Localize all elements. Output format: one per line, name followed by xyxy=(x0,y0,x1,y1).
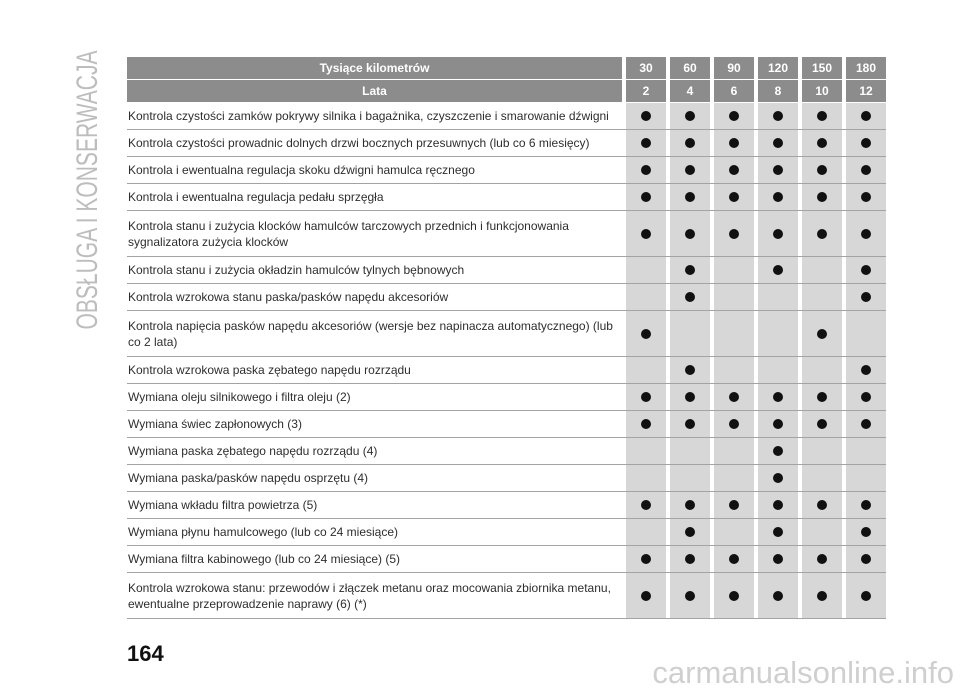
filled-circle-bullet-icon xyxy=(685,111,695,121)
schedule-cell xyxy=(802,157,842,183)
schedule-cell xyxy=(714,492,754,518)
table-row xyxy=(127,465,886,492)
row-label-line: Kontrola stanu i zużycia okładzin hamulców tylnych bębnowych xyxy=(128,263,465,277)
filled-circle-bullet-icon xyxy=(641,111,651,121)
maintenance-schedule-table xyxy=(127,57,886,619)
row-label xyxy=(127,411,622,437)
schedule-cell xyxy=(670,311,710,356)
watermark-text: carmanualsonline.info xyxy=(652,655,954,690)
header-km-value: 150 xyxy=(802,57,842,79)
schedule-cell xyxy=(846,357,886,383)
row-label-line: Kontrola czystości zamków pokrywy silnika i bagażnika, czyszczenie i smarowanie dźwigni xyxy=(128,109,609,123)
schedule-cell xyxy=(714,184,754,210)
schedule-cell xyxy=(846,211,886,256)
table-row xyxy=(127,411,886,438)
row-label xyxy=(127,184,622,210)
schedule-cell xyxy=(802,384,842,410)
schedule-cell xyxy=(758,384,798,410)
filled-circle-bullet-icon xyxy=(773,192,783,202)
filled-circle-bullet-icon xyxy=(817,554,827,564)
row-label-line: Kontrola wzrokowa paska zębatego napędu rozrządu xyxy=(128,363,411,377)
row-label-line: Wymiana płynu hamulcowego (lub co 24 miesiące) xyxy=(128,525,399,539)
table-row xyxy=(127,311,886,357)
row-label-line: ewentualne przeprowadzenie naprawy (6) (*) xyxy=(128,596,367,611)
schedule-cell xyxy=(626,438,666,464)
schedule-cell xyxy=(758,573,798,618)
table-row xyxy=(127,130,886,157)
schedule-cell xyxy=(714,257,754,283)
filled-circle-bullet-icon xyxy=(773,111,783,121)
schedule-cell xyxy=(670,157,710,183)
schedule-cell xyxy=(626,384,666,410)
table-row xyxy=(127,184,886,211)
filled-circle-bullet-icon xyxy=(641,500,651,510)
table-row xyxy=(127,492,886,519)
filled-circle-bullet-icon xyxy=(641,392,651,402)
row-label-line: Kontrola i ewentualna regulacja pedału sprzęgła xyxy=(128,190,384,204)
schedule-cell xyxy=(758,411,798,437)
table-row xyxy=(127,211,886,257)
row-label-line: Wymiana świec zapłonowych (3) xyxy=(128,417,302,431)
filled-circle-bullet-icon xyxy=(861,392,871,402)
row-label-line: Kontrola czystości prowadnic dolnych drzwi bocznych przesuwnych (lub co 6 miesięcy) xyxy=(128,136,590,150)
schedule-cell xyxy=(802,357,842,383)
schedule-cell xyxy=(714,411,754,437)
schedule-cell xyxy=(758,103,798,129)
page-number: 164 xyxy=(127,641,164,666)
header-years-value: 10 xyxy=(802,80,842,102)
schedule-cell xyxy=(846,573,886,618)
row-label-line: Kontrola wzrokowa stanu: przewodów i złączek metanu oraz mocowania zbiornika metanu, xyxy=(128,580,611,595)
schedule-cell xyxy=(714,546,754,572)
filled-circle-bullet-icon xyxy=(641,192,651,202)
schedule-cell xyxy=(626,130,666,156)
filled-circle-bullet-icon xyxy=(729,591,739,601)
schedule-cell xyxy=(758,311,798,356)
filled-circle-bullet-icon xyxy=(773,554,783,564)
filled-circle-bullet-icon xyxy=(773,392,783,402)
schedule-cell xyxy=(802,211,842,256)
schedule-cell xyxy=(670,184,710,210)
filled-circle-bullet-icon xyxy=(861,500,871,510)
row-label xyxy=(127,573,622,618)
filled-circle-bullet-icon xyxy=(685,500,695,510)
schedule-cell xyxy=(758,519,798,545)
schedule-cell xyxy=(758,211,798,256)
schedule-cell xyxy=(846,157,886,183)
schedule-cell xyxy=(670,211,710,256)
schedule-cell xyxy=(846,492,886,518)
header-years-value: 6 xyxy=(714,80,754,102)
schedule-cell xyxy=(626,284,666,310)
table-row xyxy=(127,573,886,619)
header-km-value: 120 xyxy=(758,57,798,79)
row-label-line: Kontrola wzrokowa stanu paska/pasków napędu akcesoriów xyxy=(128,290,449,304)
row-label-line: sygnalizatora zużycia klocków xyxy=(128,234,289,249)
schedule-cell xyxy=(758,465,798,491)
filled-circle-bullet-icon xyxy=(729,111,739,121)
header-km-value: 90 xyxy=(714,57,754,79)
filled-circle-bullet-icon xyxy=(729,138,739,148)
header-years-value: 12 xyxy=(846,80,886,102)
filled-circle-bullet-icon xyxy=(729,192,739,202)
schedule-cell xyxy=(714,357,754,383)
header-row-kilometers xyxy=(127,57,886,79)
schedule-cell xyxy=(802,492,842,518)
schedule-cell xyxy=(802,311,842,356)
filled-circle-bullet-icon xyxy=(685,192,695,202)
table-row xyxy=(127,103,886,130)
schedule-cell xyxy=(802,103,842,129)
row-label xyxy=(127,284,622,310)
schedule-cell xyxy=(758,184,798,210)
header-row-years xyxy=(127,80,886,102)
header-label-years: Lata xyxy=(127,80,622,102)
schedule-cell xyxy=(670,284,710,310)
table-row xyxy=(127,357,886,384)
filled-circle-bullet-icon xyxy=(817,591,827,601)
schedule-cell xyxy=(714,465,754,491)
filled-circle-bullet-icon xyxy=(685,527,695,537)
header-km-value: 30 xyxy=(626,57,666,79)
row-label-line: Wymiana paska/pasków napędu osprzętu (4) xyxy=(128,471,369,485)
filled-circle-bullet-icon xyxy=(729,554,739,564)
row-label xyxy=(127,438,622,464)
table-row xyxy=(127,384,886,411)
filled-circle-bullet-icon xyxy=(861,229,871,239)
filled-circle-bullet-icon xyxy=(817,192,827,202)
filled-circle-bullet-icon xyxy=(773,138,783,148)
schedule-cell xyxy=(802,546,842,572)
filled-circle-bullet-icon xyxy=(729,229,739,239)
schedule-cell xyxy=(846,130,886,156)
schedule-cell xyxy=(714,573,754,618)
filled-circle-bullet-icon xyxy=(817,229,827,239)
table-body xyxy=(127,103,886,619)
schedule-cell xyxy=(626,211,666,256)
row-label xyxy=(127,357,622,383)
header-label-kilometers: Tysiące kilometrów xyxy=(127,57,622,79)
schedule-cell xyxy=(758,546,798,572)
schedule-cell xyxy=(670,257,710,283)
schedule-cell xyxy=(758,357,798,383)
row-label xyxy=(127,311,622,356)
row-label-line: Wymiana wkładu filtra powietrza (5) xyxy=(128,498,318,512)
filled-circle-bullet-icon xyxy=(685,229,695,239)
filled-circle-bullet-icon xyxy=(685,554,695,564)
schedule-cell xyxy=(802,573,842,618)
filled-circle-bullet-icon xyxy=(773,446,783,456)
filled-circle-bullet-icon xyxy=(729,165,739,175)
filled-circle-bullet-icon xyxy=(861,265,871,275)
schedule-cell xyxy=(714,211,754,256)
filled-circle-bullet-icon xyxy=(817,392,827,402)
filled-circle-bullet-icon xyxy=(641,419,651,429)
filled-circle-bullet-icon xyxy=(861,111,871,121)
schedule-cell xyxy=(714,130,754,156)
schedule-cell xyxy=(846,257,886,283)
schedule-cell xyxy=(802,257,842,283)
schedule-cell xyxy=(626,311,666,356)
filled-circle-bullet-icon xyxy=(861,419,871,429)
schedule-cell xyxy=(626,546,666,572)
schedule-cell xyxy=(670,492,710,518)
schedule-cell xyxy=(670,546,710,572)
schedule-cell xyxy=(670,519,710,545)
schedule-cell xyxy=(846,184,886,210)
schedule-cell xyxy=(802,184,842,210)
filled-circle-bullet-icon xyxy=(641,165,651,175)
header-years-value: 8 xyxy=(758,80,798,102)
schedule-cell xyxy=(802,130,842,156)
filled-circle-bullet-icon xyxy=(861,591,871,601)
row-label-line: Wymiana paska zębatego napędu rozrządu (4) xyxy=(128,444,378,458)
table-row xyxy=(127,438,886,465)
schedule-cell xyxy=(802,519,842,545)
filled-circle-bullet-icon xyxy=(817,500,827,510)
filled-circle-bullet-icon xyxy=(641,554,651,564)
row-label-line: Kontrola i ewentualna regulacja skoku dźwigni hamulca ręcznego xyxy=(128,163,475,177)
row-label-line: Kontrola stanu i zużycia klocków hamulców tarczowych przednich i funkcjonowania xyxy=(128,218,569,233)
schedule-cell xyxy=(846,519,886,545)
schedule-cell xyxy=(802,411,842,437)
schedule-cell xyxy=(758,492,798,518)
filled-circle-bullet-icon xyxy=(729,392,739,402)
filled-circle-bullet-icon xyxy=(861,138,871,148)
schedule-cell xyxy=(626,157,666,183)
row-label xyxy=(127,492,622,518)
schedule-cell xyxy=(670,357,710,383)
filled-circle-bullet-icon xyxy=(773,265,783,275)
schedule-cell xyxy=(802,465,842,491)
header-years-value: 2 xyxy=(626,80,666,102)
schedule-cell xyxy=(758,157,798,183)
row-label xyxy=(127,546,622,572)
filled-circle-bullet-icon xyxy=(817,111,827,121)
filled-circle-bullet-icon xyxy=(817,165,827,175)
filled-circle-bullet-icon xyxy=(685,292,695,302)
filled-circle-bullet-icon xyxy=(729,500,739,510)
schedule-cell xyxy=(846,103,886,129)
schedule-cell xyxy=(670,103,710,129)
schedule-cell xyxy=(626,465,666,491)
filled-circle-bullet-icon xyxy=(861,192,871,202)
filled-circle-bullet-icon xyxy=(641,229,651,239)
filled-circle-bullet-icon xyxy=(685,265,695,275)
row-label-line: Kontrola napięcia pasków napędu akcesoriów (wersje bez napinacza automatycznego) (lub xyxy=(128,318,613,333)
schedule-cell xyxy=(846,546,886,572)
row-label-line: Wymiana oleju silnikowego i filtra oleju (2) xyxy=(128,390,351,404)
schedule-cell xyxy=(802,438,842,464)
filled-circle-bullet-icon xyxy=(685,392,695,402)
filled-circle-bullet-icon xyxy=(773,419,783,429)
table-row xyxy=(127,284,886,311)
schedule-cell xyxy=(846,284,886,310)
filled-circle-bullet-icon xyxy=(685,165,695,175)
schedule-cell xyxy=(626,492,666,518)
row-label xyxy=(127,211,622,256)
schedule-cell xyxy=(714,284,754,310)
schedule-cell xyxy=(846,465,886,491)
schedule-cell xyxy=(846,438,886,464)
schedule-cell xyxy=(670,438,710,464)
schedule-cell xyxy=(758,257,798,283)
schedule-cell xyxy=(758,284,798,310)
row-label xyxy=(127,257,622,283)
table-row xyxy=(127,546,886,573)
schedule-cell xyxy=(758,438,798,464)
schedule-cell xyxy=(626,184,666,210)
schedule-cell xyxy=(670,384,710,410)
filled-circle-bullet-icon xyxy=(861,365,871,375)
schedule-cell xyxy=(802,284,842,310)
filled-circle-bullet-icon xyxy=(861,165,871,175)
filled-circle-bullet-icon xyxy=(817,419,827,429)
schedule-cell xyxy=(626,103,666,129)
row-label-line: co 2 lata) xyxy=(128,334,178,349)
schedule-cell xyxy=(714,103,754,129)
header-km-value: 180 xyxy=(846,57,886,79)
row-label xyxy=(127,519,622,545)
schedule-cell xyxy=(670,130,710,156)
filled-circle-bullet-icon xyxy=(773,473,783,483)
schedule-cell xyxy=(714,311,754,356)
schedule-cell xyxy=(670,411,710,437)
filled-circle-bullet-icon xyxy=(773,165,783,175)
schedule-cell xyxy=(714,519,754,545)
row-label xyxy=(127,103,622,129)
schedule-cell xyxy=(626,411,666,437)
filled-circle-bullet-icon xyxy=(685,419,695,429)
filled-circle-bullet-icon xyxy=(861,527,871,537)
row-label xyxy=(127,130,622,156)
schedule-cell xyxy=(846,311,886,356)
schedule-cell xyxy=(626,257,666,283)
schedule-cell xyxy=(626,573,666,618)
filled-circle-bullet-icon xyxy=(861,292,871,302)
row-label xyxy=(127,384,622,410)
filled-circle-bullet-icon xyxy=(773,500,783,510)
filled-circle-bullet-icon xyxy=(641,138,651,148)
schedule-cell xyxy=(626,519,666,545)
filled-circle-bullet-icon xyxy=(773,591,783,601)
schedule-cell xyxy=(714,157,754,183)
header-km-value: 60 xyxy=(670,57,710,79)
schedule-cell xyxy=(846,411,886,437)
filled-circle-bullet-icon xyxy=(817,138,827,148)
row-label xyxy=(127,157,622,183)
filled-circle-bullet-icon xyxy=(685,138,695,148)
filled-circle-bullet-icon xyxy=(817,329,827,339)
table-row xyxy=(127,157,886,184)
row-label-line: Wymiana filtra kabinowego (lub co 24 miesiące) (5) xyxy=(128,552,401,566)
filled-circle-bullet-icon xyxy=(641,591,651,601)
filled-circle-bullet-icon xyxy=(773,229,783,239)
header-years-value: 4 xyxy=(670,80,710,102)
filled-circle-bullet-icon xyxy=(861,554,871,564)
schedule-cell xyxy=(714,384,754,410)
filled-circle-bullet-icon xyxy=(641,329,651,339)
filled-circle-bullet-icon xyxy=(773,527,783,537)
schedule-cell xyxy=(758,130,798,156)
section-side-title: OBSŁUGA I KONSERWACJA xyxy=(71,50,104,330)
filled-circle-bullet-icon xyxy=(685,365,695,375)
table-row xyxy=(127,519,886,546)
table-row xyxy=(127,257,886,284)
schedule-cell xyxy=(714,438,754,464)
schedule-cell xyxy=(670,573,710,618)
schedule-cell xyxy=(626,357,666,383)
filled-circle-bullet-icon xyxy=(685,591,695,601)
schedule-cell xyxy=(670,465,710,491)
filled-circle-bullet-icon xyxy=(729,419,739,429)
row-label xyxy=(127,465,622,491)
schedule-cell xyxy=(846,384,886,410)
